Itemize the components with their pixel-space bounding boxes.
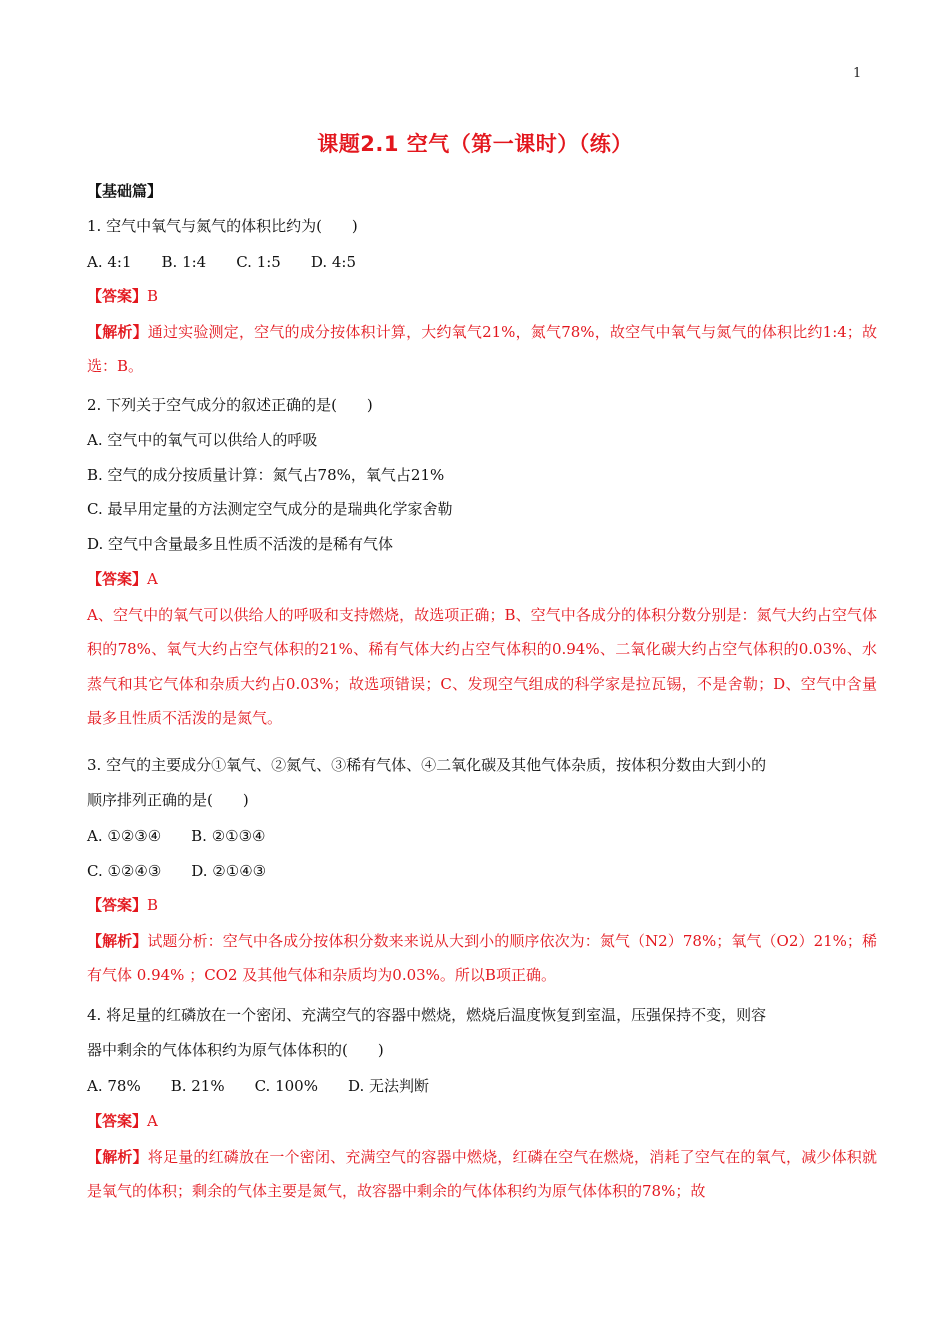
question-1-answer <box>87 286 158 306</box>
explanation-text: 试题分析：空气中各成分按体积分数来来说从大到小的顺序依次为：氮气（N2）78%；氧气（O2）21%；稀有气体 0.94% ；CO2 及其他气体和杂质均为0.03%。所以B项正确。 <box>87 932 877 985</box>
explanation-label: 【解析】 <box>87 1148 148 1166</box>
question-3-options-line-1: A. ①②③④ B. ②①③④ <box>87 827 266 845</box>
answer-value: B <box>147 287 159 305</box>
explanation-text: 将足量的红磷放在一个密闭、充满空气的容器中燃烧，红磷在空气在燃烧，消耗了空气在的氧气，减少体积就是氧气的体积；剩余的气体主要是氮气，故容器中剩余的气体体积约为原气体体积的78%；故 <box>87 1148 877 1201</box>
answer-value: A <box>147 570 158 588</box>
answer-value: A <box>147 1112 158 1130</box>
explanation-label: 【解析】 <box>87 323 148 341</box>
answer-label: 【答案】 <box>87 1112 148 1130</box>
question-4-stem-line-2: 器中剩余的气体体积约为原气体体积的( ) <box>87 1041 384 1059</box>
page-title: 课题2.1 空气（第一课时）（练） <box>317 132 633 156</box>
question-2-option-c: C. 最早用定量的方法测定空气成分的是瑞典化学家舍勒 <box>87 500 453 518</box>
explanation-label: 【解析】 <box>87 932 148 950</box>
question-4-answer <box>87 1111 158 1131</box>
question-3-stem-line-1: 3. 空气的主要成分①氧气、②氮气、③稀有气体、④二氧化碳及其他气体杂质，按体积分数由大到小的 <box>87 756 767 774</box>
answer-value: B <box>147 896 159 914</box>
question-2-option-b: B. 空气的成分按质量计算：氮气占78%，氧气占21% <box>87 466 445 484</box>
question-2-option-a: A. 空气中的氧气可以供给人的呼吸 <box>87 431 318 449</box>
question-2-answer <box>87 569 158 589</box>
answer-label: 【答案】 <box>87 287 148 305</box>
answer-label: 【答案】 <box>87 570 148 588</box>
page-number: 1 <box>853 66 862 81</box>
question-4-stem-line-1: 4. 将足量的红磷放在一个密闭、充满空气的容器中燃烧，燃烧后温度恢复到室温，压强保持不变，则容 <box>87 1006 767 1024</box>
question-2-stem: 2. 下列关于空气成分的叙述正确的是( ) <box>87 396 373 414</box>
question-3-options-line-2: C. ①②④③ D. ②①④③ <box>87 862 267 880</box>
explanation-text: 通过实验测定，空气的成分按体积计算，大约氧气21%，氮气78%，故空气中氧气与氮气的体积比约1:4；故选：B。 <box>87 323 877 376</box>
question-2-explanation: A、空气中的氧气可以供给人的呼吸和支持燃烧，故选项正确；B、空气中各成分的体积分数分别是：氮气大约占空气体积的78%、氧气大约占空气体积的21%、稀有气体大约占空气体积的0.94%、二氧化碳大约占空气体积的0.03%、水蒸气和其它气体和杂质大约占0.03%；故选项错误；C、发现空气组成的科学家是拉瓦锡，不是舍勒；D、空气中含量最多且性质不活泼的是氮气。 <box>87 606 877 727</box>
question-3-answer <box>87 895 158 915</box>
answer-label: 【答案】 <box>87 896 148 914</box>
question-4-options: A. 78% B. 21% C. 100% D. 无法判断 <box>87 1077 429 1095</box>
question-4-explanation <box>87 1140 877 1209</box>
question-1-stem: 1. 空气中氧气与氮气的体积比约为( ) <box>87 217 358 235</box>
question-1-explanation <box>87 315 877 384</box>
question-3-stem-line-2: 顺序排列正确的是( ) <box>87 791 249 809</box>
question-2-option-d: D. 空气中含量最多且性质不活泼的是稀有气体 <box>87 535 394 553</box>
section-heading: 【基础篇】 <box>87 182 163 200</box>
question-3-explanation <box>87 924 877 993</box>
question-1-options: A. 4:1 B. 1:4 C. 1:5 D. 4:5 <box>87 253 356 271</box>
